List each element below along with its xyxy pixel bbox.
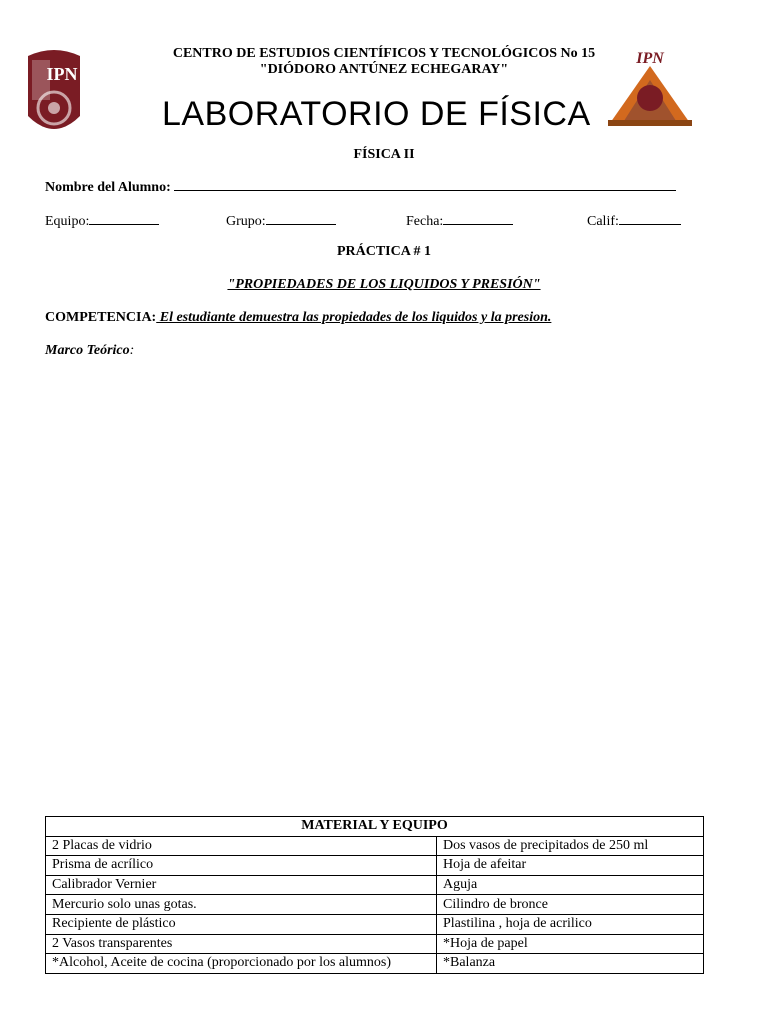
equipo-field (45, 212, 159, 230)
marco-teorico-row (45, 343, 134, 359)
material-cell: Mercurio solo unas gotas. (46, 895, 437, 915)
material-cell: Hoja de afeitar (437, 856, 704, 876)
material-cell: *Hoja de papel (437, 934, 704, 954)
student-name-blank[interactable] (174, 178, 676, 191)
table-row (46, 914, 704, 934)
grupo-field (226, 212, 336, 230)
materials-header: MATERIAL Y EQUIPO (46, 817, 704, 837)
marco-label: Marco Teórico (45, 343, 130, 358)
material-cell: *Balanza (437, 954, 704, 974)
student-name-label: Nombre del Alumno: (45, 180, 171, 195)
calif-label: Calif: (587, 214, 619, 229)
fecha-blank[interactable] (443, 212, 513, 225)
institution-name: CENTRO DE ESTUDIOS CIENTÍFICOS Y TECNOLÓGICOS No 15 (172, 46, 596, 61)
table-row (46, 895, 704, 915)
institution-subname: "DIÓDORO ANTÚNEZ ECHEGARAY" (259, 62, 509, 77)
equipo-label: Equipo: (45, 214, 90, 229)
competencia-label: COMPETENCIA: (45, 310, 157, 325)
subject-title: FÍSICA II (353, 147, 415, 162)
table-row (46, 856, 704, 876)
material-cell: Cilindro de bronce (437, 895, 704, 915)
material-cell: 2 Vasos transparentes (46, 934, 437, 954)
material-cell: Calibrador Vernier (46, 875, 437, 895)
logo-left-text: IPN (46, 64, 78, 84)
competencia-row (45, 310, 551, 326)
table-row (46, 934, 704, 954)
table-row (46, 875, 704, 895)
materials-header-row (46, 817, 704, 837)
table-row (46, 954, 704, 974)
grupo-blank[interactable] (266, 212, 336, 225)
material-cell: *Alcohol, Aceite de cocina (proporcionado por los alumnos) (46, 954, 437, 974)
practice-number: PRÁCTICA # 1 (336, 244, 432, 259)
calif-field (587, 212, 681, 230)
equipo-blank[interactable] (89, 212, 159, 225)
material-cell: 2 Placas de vidrio (46, 836, 437, 856)
material-cell: Recipiente de plástico (46, 914, 437, 934)
material-cell: Prisma de acrílico (46, 856, 437, 876)
material-cell: Plastilina , hoja de acrilico (437, 914, 704, 934)
logo-right-text: IPN (636, 50, 664, 67)
practice-title: "PROPIEDADES DE LOS LIQUIDOS Y PRESIÓN" (227, 277, 541, 292)
calif-blank[interactable] (619, 212, 681, 225)
material-cell: Dos vasos de precipitados de 250 ml (437, 836, 704, 856)
grupo-label: Grupo: (226, 214, 266, 229)
fecha-label: Fecha: (406, 214, 444, 229)
table-row (46, 836, 704, 856)
student-name-row (45, 178, 676, 196)
fecha-field (406, 212, 513, 230)
marco-colon: : (129, 343, 135, 358)
competencia-text: El estudiante demuestra las propiedades de los liquidos y la presion. (156, 310, 552, 325)
lab-title: LABORATORIO DE FÍSICA (162, 95, 591, 133)
material-cell: Aguja (437, 875, 704, 895)
materials-table (45, 816, 704, 974)
